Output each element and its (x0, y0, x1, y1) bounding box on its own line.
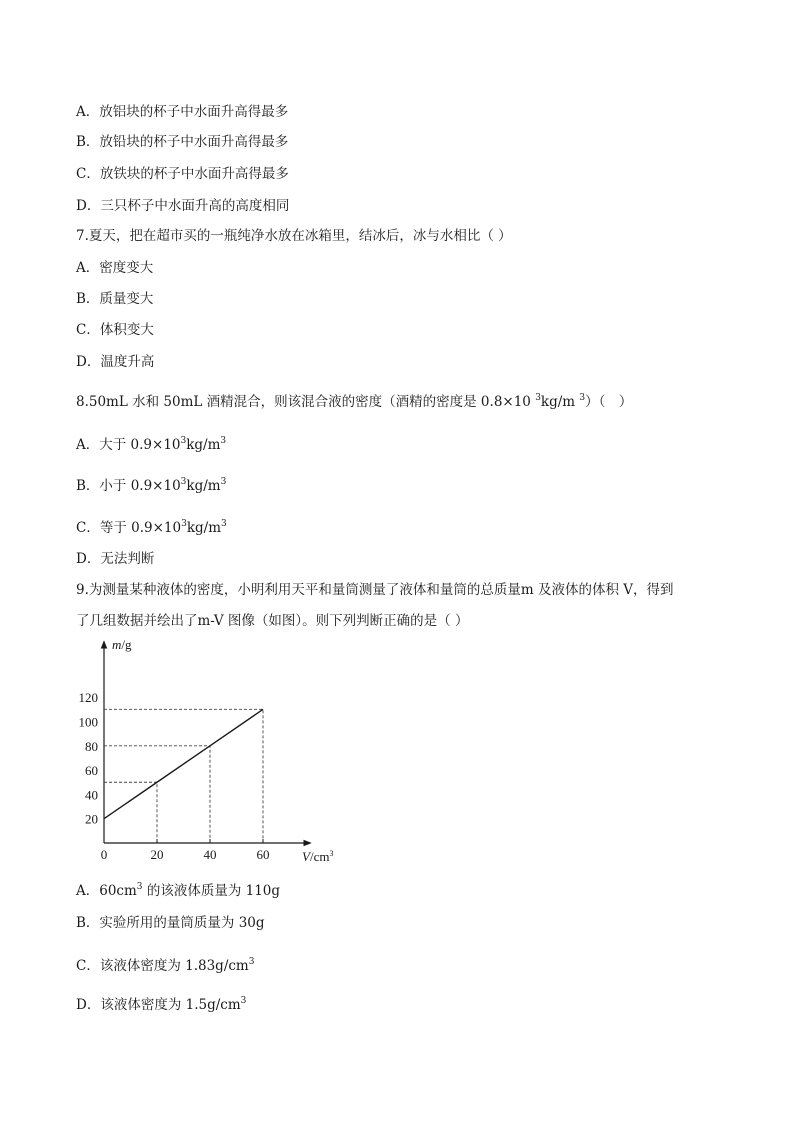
q7-option-d: D．温度升高 (76, 354, 155, 370)
guide-line (104, 709, 263, 843)
q9-stem-line1: 9.为测量某种液体的密度，小明利用天平和量筒测量了液体和量筒的总质量m 及液体的体积 V，得到 (76, 582, 674, 598)
x-tick-label: 0 (100, 847, 108, 862)
x-axis-label: $V/cm^3$ (302, 849, 334, 864)
y-tick-label: 80 (85, 738, 98, 754)
y-tick-label: 40 (85, 787, 98, 803)
q8-option-a: A．大于 $0.9\times 10^3kg/m^3$ (76, 436, 227, 453)
y-tick-label: 60 (85, 763, 98, 779)
q9-option-d: D．该液体密度为 $1.5g/cm^3$ (76, 996, 247, 1013)
m-v-graph (70, 632, 360, 872)
q9-option-b: B．实验所用的量筒质量为 30g (76, 915, 265, 931)
x-tick-label: 60 (256, 847, 270, 862)
q9-option-c: C．该液体密度为 $1.83g/cm^3$ (76, 957, 255, 974)
q7-stem: 7.夏天，把在超市买的一瓶纯净水放在冰箱里，结冰后，冰与水相比（ ） (76, 228, 512, 244)
q9-option-a: A．$60cm^3$ 的该液体质量为 110g (76, 882, 281, 899)
q9-stem-line2: 了几组数据并绘出了m-V 图像（如图）。则下列判断正确的是（ ） (76, 613, 469, 629)
q7-option-c: C．体积变大 (76, 322, 154, 338)
q6-option-c: C．放铁块的杯子中水面升高得最多 (76, 166, 289, 182)
x-tick-label: 20 (150, 847, 164, 862)
q7-option-a: A．密度变大 (76, 260, 154, 276)
q6-option-a: A．放铝块的杯子中水面升高得最多 (76, 104, 289, 120)
q8-option-b: B．小于 $0.9\times 10^3kg/m^3$ (76, 477, 227, 494)
y-tick-label: 120 (78, 690, 98, 706)
q6-option-d: D．三只杯子中水面升高的高度相同 (76, 198, 290, 214)
q7-option-b: B．质量变大 (76, 291, 154, 307)
q8-option-d: D．无法判断 (76, 551, 155, 567)
q8-option-c: C．等于 $0.9\times 10^3kg/m^3$ (76, 519, 227, 536)
data-series (104, 709, 263, 818)
series-line (104, 709, 263, 818)
q6-option-b: B．放铅块的杯子中水面升高得最多 (76, 134, 289, 150)
y-tick-label: 100 (78, 714, 98, 730)
y-axis-label: m/g (112, 637, 132, 652)
guide-lines (104, 709, 263, 843)
axis-ticks (79, 690, 270, 862)
q8-stem: 8.50mL 水和 50mL 酒精混合，则该混合液的密度（酒精的密度是 0.8×10 $^3$kg/m $^3$）（ ） (76, 393, 633, 410)
y-tick-label: 20 (85, 811, 98, 827)
x-tick-label: 40 (203, 847, 217, 862)
